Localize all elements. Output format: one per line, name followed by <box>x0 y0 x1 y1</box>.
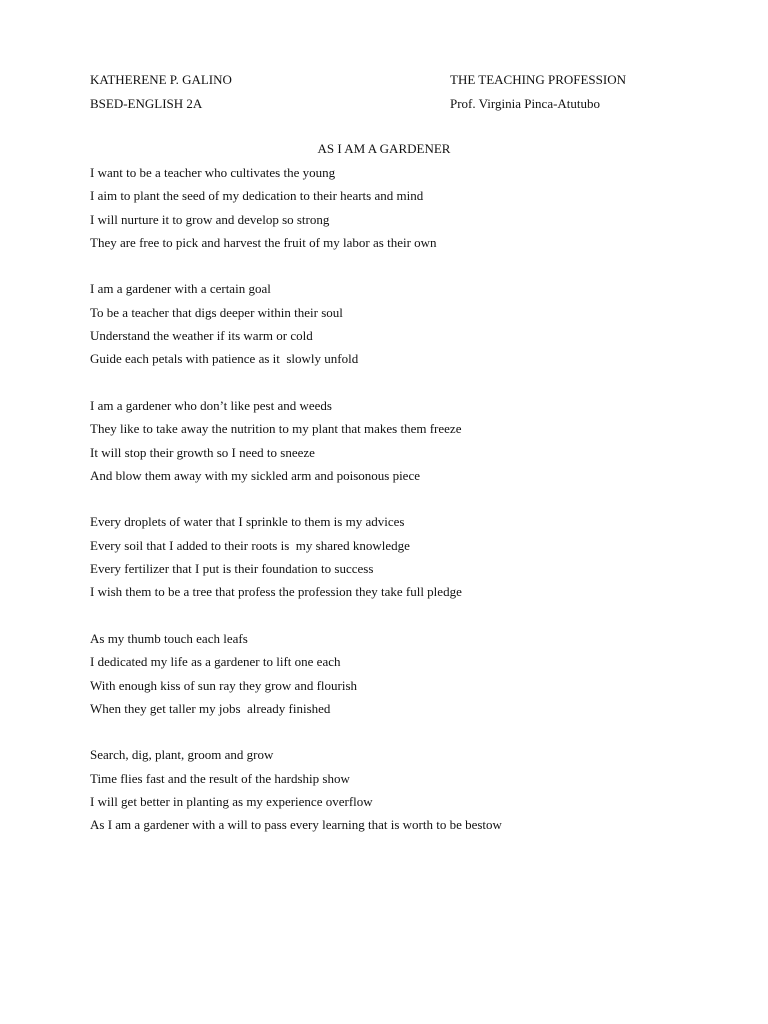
poem-line: I want to be a teacher who cultivates the young <box>90 165 336 180</box>
poem-line: To be a teacher that digs deeper within their soul <box>90 304 343 320</box>
student-name: KATHERENE P. GALINO <box>90 72 232 87</box>
poem-line: As my thumb touch each leafs <box>90 630 248 646</box>
poem-title: AS I AM A GARDENER <box>317 141 451 156</box>
poem-line: Search, dig, plant, groom and grow <box>90 747 274 763</box>
poem-line: As I am a gardener with a will to pass every learning that is worth to be bestow <box>90 817 502 833</box>
course-title: THE TEACHING PROFESSION <box>450 72 626 87</box>
poem-line: Every soil that I added to their roots is my shared knowledge <box>90 537 410 553</box>
poem-line: I wish them to be a tree that profess the profession they take full pledge <box>90 584 462 600</box>
poem-line: Every droplets of water that I sprinkle to them is my advices <box>90 514 405 530</box>
poem-line: When they get taller my jobs already finished <box>90 700 331 716</box>
poem-line: I will nurture it to grow and develop so strong <box>90 211 330 227</box>
poem-line: I am a gardener with a certain goal <box>90 281 271 297</box>
stanza-4 <box>90 513 502 606</box>
poem-line: Time flies fast and the result of the hardship show <box>90 770 350 786</box>
stanza-1 <box>90 164 502 257</box>
stanza-6 <box>90 746 502 839</box>
poem-line: I dedicated my life as a gardener to lift one each <box>90 654 341 670</box>
poem-body <box>90 164 502 863</box>
poem-line: With enough kiss of sun ray they grow and flourish <box>90 677 358 693</box>
poem-line: And blow them away with my sickled arm and poisonous piece <box>90 467 420 483</box>
header-student-block <box>90 71 232 118</box>
poem-line: They like to take away the nutrition to my plant that makes them freeze <box>90 421 462 437</box>
header-course-block <box>450 71 626 118</box>
poem-line: It will stop their growth so I need to sneeze <box>90 444 315 460</box>
professor-name: Prof. Virginia Pinca-Atutubo <box>450 95 601 111</box>
poem-line: Understand the weather if its warm or cold <box>90 328 313 344</box>
stanza-2 <box>90 280 502 373</box>
poem-line: Every fertilizer that I put is their foundation to success <box>90 561 374 577</box>
poem-line: I am a gardener who don’t like pest and weeds <box>90 397 332 413</box>
poem-line: They are free to pick and harvest the fruit of my labor as their own <box>90 234 437 250</box>
stanza-3 <box>90 397 502 490</box>
poem-line: I will get better in planting as my experience overflow <box>90 794 373 810</box>
stanza-5 <box>90 630 502 723</box>
poem-line: I aim to plant the seed of my dedication to their hearts and mind <box>90 188 424 204</box>
student-section: BSED-ENGLISH 2A <box>90 95 203 111</box>
poem-line: Guide each petals with patience as it slowly unfold <box>90 351 359 367</box>
